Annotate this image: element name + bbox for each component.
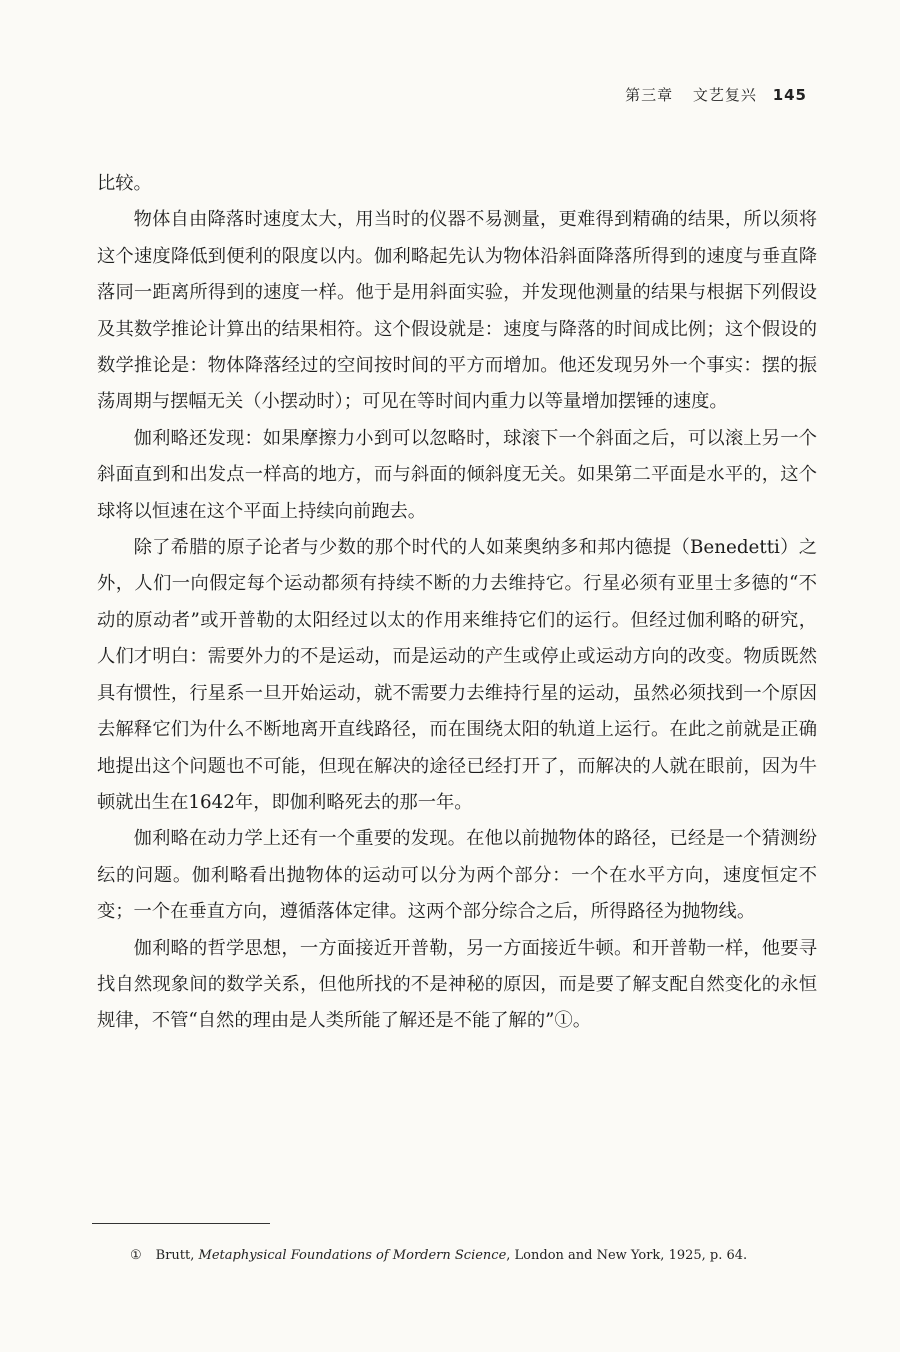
body-text: [97, 166, 817, 1040]
footnote-marker: ①: [130, 1248, 142, 1263]
footnote-divider: [92, 1223, 270, 1224]
footnote: [130, 1248, 830, 1263]
running-header: [625, 84, 807, 105]
paragraph-continuation: 比较。: [97, 173, 152, 194]
chapter-title: 文艺复兴: [692, 86, 757, 104]
paragraph-projectile: 伽利略在动力学上还有一个重要的发现。在他以前抛物体的路径，已经是一个猜测纷纭的问题。伽利略看出抛物体的运动可以分为两个部分：一个在水平方向，速度恒定不变；一个在垂直方向，遵循落体定律。这两个部分综合之后，所得路径为抛物线。: [97, 828, 817, 923]
footnote-publication: , London and New York, 1925, p. 64.: [506, 1248, 748, 1263]
paragraph-inertia: 除了希腊的原子论者与少数的那个时代的人如莱奥纳多和邦内德提（Benedetti）之外，人们一向假定每个运动都须有持续不断的力去维持它。行星必须有亚里士多德的“不动的原动者”或开普勒的太阳经过以太的作用来维持它们的运行。但经过伽利略的研究，人们才明白：需要外力的不是运动，而是运动的产生或停止或运动方向的改变。物质既然具有惯性，行星系一旦开始运动，就不需要力去维持行星的运动，虽然必须找到一个原因去解释它们为什么不断地离开直线路径，而在围绕太阳的轨道上运行。在此之前就是正确地提出这个问题也不可能，但现在解决的途径已经打开了，而解决的人就在眼前，因为牛顿就出生在1642年，即伽利略死去的那一年。: [97, 537, 817, 813]
chapter-label: 第三章: [625, 86, 674, 104]
paragraph-free-fall: 物体自由降落时速度太大，用当时的仪器不易测量，更难得到精确的结果，所以须将这个速度降低到便利的限度以内。伽利略起先认为物体沿斜面降落所得到的速度与垂直降落同一距离所得到的速度一样。他于是用斜面实验，并发现他测量的结果与根据下列假设及其数学推论计算出的结果相符。这个假设就是：速度与降落的时间成比例；这个假设的数学推论是：物体降落经过的空间按时间的平方而增加。他还发现另外一个事实：摆的振荡周期与摆幅无关（小摆动时）；可见在等时间内重力以等量增加摆锤的速度。: [97, 209, 817, 413]
footnote-author: Brutt,: [155, 1248, 195, 1263]
footnote-book-title: Metaphysical Foundations of Mordern Science: [198, 1248, 507, 1263]
paragraph-inclined-plane: 伽利略还发现：如果摩擦力小到可以忽略时，球滚下一个斜面之后，可以滚上另一个斜面直到和出发点一样高的地方，而与斜面的倾斜度无关。如果第二平面是水平的，这个球将以恒速在这个平面上持续向前跑去。: [97, 427, 817, 522]
page-number: 145: [772, 86, 807, 104]
paragraph-philosophy: 伽利略的哲学思想，一方面接近开普勒，另一方面接近牛顿。和开普勒一样，他要寻找自然现象间的数学关系，但他所找的不是神秘的原因，而是要了解支配自然变化的永恒规律，不管“自然的理由是人类所能了解还是不能了解的”①。: [97, 937, 817, 1032]
